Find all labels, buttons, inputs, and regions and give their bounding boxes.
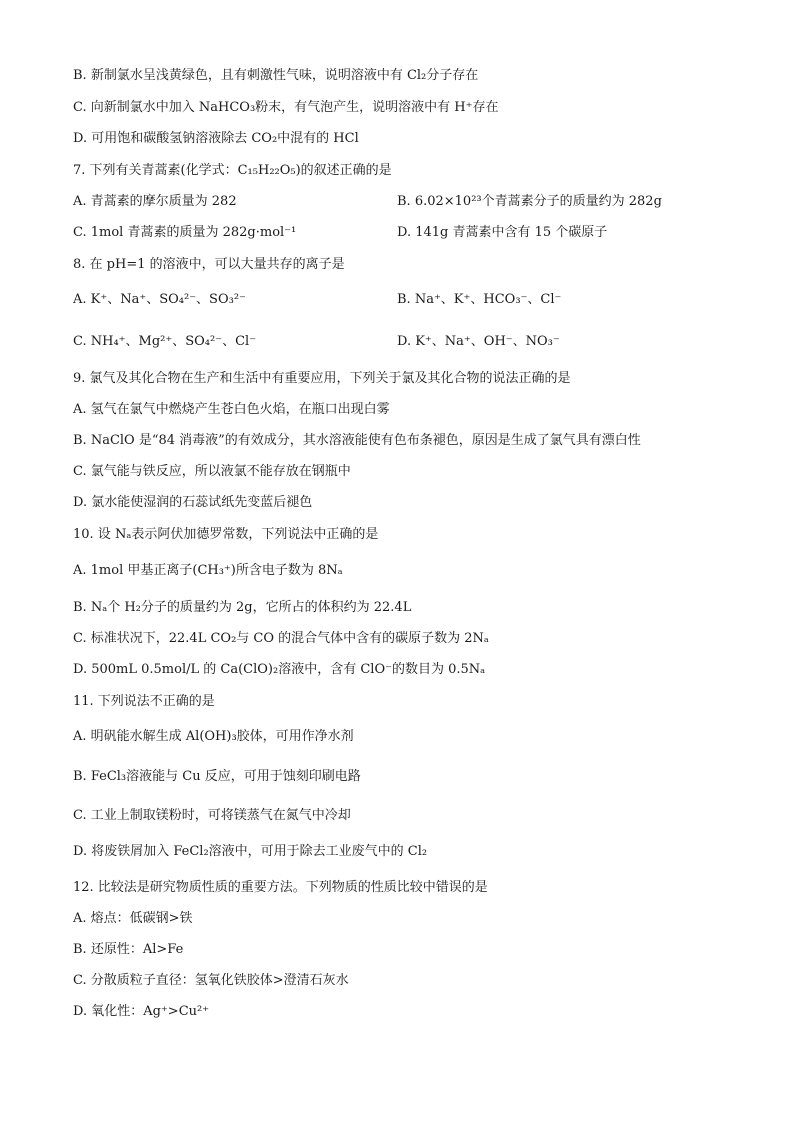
q9-option-a: A. 氢气在氯气中燃烧产生苍白色火焰，在瓶口出现白雾 bbox=[73, 402, 390, 417]
q12-option-a: A. 熔点：低碳钢>铁 bbox=[73, 911, 193, 926]
q12-option-b: B. 还原性：Al>Fe bbox=[73, 942, 184, 957]
q10-option-b: B. Nₐ个 H₂分子的质量约为 2g，它所占的体积约为 22.4L bbox=[73, 600, 412, 615]
q12-option-d: D. 氧化性：Ag⁺>Cu²⁺ bbox=[73, 1004, 210, 1019]
q8-option-c: C. NH₄⁺、Mg²⁺、SO₄²⁻、Cl⁻ bbox=[73, 334, 257, 349]
q10-option-a: A. 1mol 甲基正离子(CH₃⁺)所含电子数为 8Nₐ bbox=[73, 563, 343, 578]
q9-option-d: D. 氯水能使湿润的石蕊试纸先变蓝后褪色 bbox=[73, 495, 313, 510]
q8-option-d: D. K⁺、Na⁺、OH⁻、NO₃⁻ bbox=[397, 334, 560, 349]
q11-option-d: D. 将废铁屑加入 FeCl₂溶液中，可用于除去工业废气中的 Cl₂ bbox=[73, 844, 428, 859]
q9-option-c: C. 氯气能与铁反应，所以液氯不能存放在钢瓶中 bbox=[73, 464, 351, 479]
q7-option-b: B. 6.02×10²³个青蒿素分子的质量约为 282g bbox=[397, 194, 662, 209]
q8-option-a: A. K⁺、Na⁺、SO₄²⁻、SO₃²⁻ bbox=[73, 292, 246, 307]
q9-option-b: B. NaClO 是“84 消毒液”的有效成分，其水溶液能使有色布条褪色，原因是生成了氯气具有漂白性 bbox=[73, 433, 641, 448]
q6-option-c: C. 向新制氯水中加入 NaHCO₃粉末，有气泡产生，说明溶液中有 H⁺存在 bbox=[73, 100, 499, 115]
q11-option-b: B. FeCl₃溶液能与 Cu 反应，可用于蚀刻印刷电路 bbox=[73, 769, 361, 784]
q6-option-d: D. 可用饱和碳酸氢钠溶液除去 CO₂中混有的 HCl bbox=[73, 131, 359, 146]
q8-option-b: B. Na⁺、K⁺、HCO₃⁻、Cl⁻ bbox=[397, 292, 562, 307]
q10-option-c: C. 标准状况下，22.4L CO₂与 CO 的混合气体中含有的碳原子数为 2Nₐ bbox=[73, 631, 489, 646]
q8-stem: 8. 在 pH=1 的溶液中，可以大量共存的离子是 bbox=[73, 257, 345, 272]
q12-option-c: C. 分散质粒子直径：氢氧化铁胶体>澄清石灰水 bbox=[73, 973, 349, 988]
q11-stem: 11. 下列说法不正确的是 bbox=[73, 694, 215, 709]
q10-option-d: D. 500mL 0.5mol/L 的 Ca(ClO)₂溶液中，含有 ClO⁻的数目为 0.5Nₐ bbox=[73, 662, 486, 677]
q7-option-a: A. 青蒿素的摩尔质量为 282 bbox=[73, 194, 237, 209]
q9-stem: 9. 氯气及其化合物在生产和生活中有重要应用，下列关于氯及其化合物的说法正确的是 bbox=[73, 371, 571, 386]
q12-stem: 12. 比较法是研究物质性质的重要方法。下列物质的性质比较中错误的是 bbox=[73, 880, 488, 895]
q11-option-c: C. 工业上制取镁粉时，可将镁蒸气在氮气中冷却 bbox=[73, 808, 351, 823]
q10-stem: 10. 设 Nₐ表示阿伏加德罗常数，下列说法中正确的是 bbox=[73, 527, 379, 542]
q7-option-d: D. 141g 青蒿素中含有 15 个碳原子 bbox=[397, 225, 608, 240]
q11-option-a: A. 明矾能水解生成 Al(OH)₃胶体，可用作净水剂 bbox=[73, 729, 354, 744]
q7-option-c: C. 1mol 青蒿素的质量为 282g·mol⁻¹ bbox=[73, 225, 297, 240]
q7-stem: 7. 下列有关青蒿素(化学式：C₁₅H₂₂O₅)的叙述正确的是 bbox=[73, 163, 392, 178]
q6-option-b: B. 新制氯水呈浅黄绿色，且有刺激性气味，说明溶液中有 Cl₂分子存在 bbox=[73, 68, 479, 83]
